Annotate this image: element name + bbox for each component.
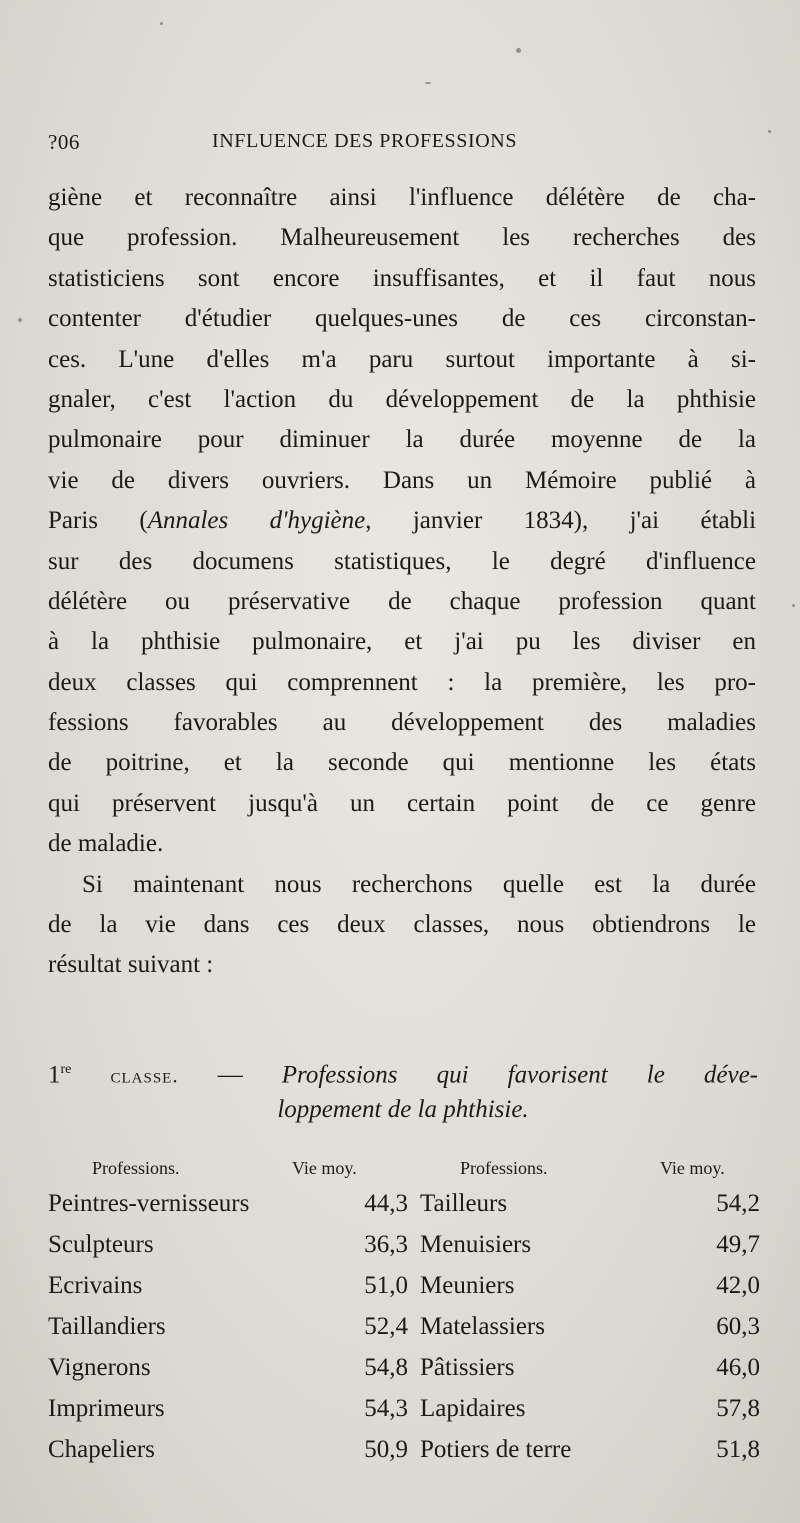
text-line: vie de divers ouvriers. Dans un Mémoire publié à bbox=[48, 466, 756, 494]
section-heading bbox=[48, 1050, 758, 1130]
text-line: deux classes qui comprennent : la première, les pro- bbox=[48, 668, 756, 696]
text-line: de maladie. bbox=[48, 830, 164, 858]
section-number-suffix: re bbox=[60, 1062, 72, 1077]
life-expectancy: 36,3 bbox=[364, 1231, 408, 1258]
journal-title: Annales d'hygiène bbox=[147, 507, 366, 535]
profession-name: Sculpteurs bbox=[48, 1231, 154, 1258]
profession-name: Potiers de terre bbox=[420, 1436, 572, 1463]
profession-name: Menuisiers bbox=[420, 1231, 532, 1258]
text-line: statisticiens sont encore insuffisantes, et il faut nous bbox=[48, 264, 756, 292]
table-row bbox=[48, 1268, 760, 1309]
text-line: giène et reconnaître ainsi l'influence délétère de cha- bbox=[48, 184, 756, 211]
table-row bbox=[48, 1227, 760, 1268]
profession-name: Matelassiers bbox=[420, 1313, 545, 1340]
ink-speck bbox=[18, 318, 22, 322]
table-row bbox=[48, 1391, 760, 1432]
ink-speck bbox=[768, 130, 771, 133]
text-line: Si maintenant nous recherchons quelle est la durée bbox=[82, 870, 756, 898]
section-title-part1: Professions qui favorisent le déve- bbox=[281, 1061, 758, 1089]
column-header-professions-2: Professions. bbox=[460, 1158, 548, 1178]
profession-name: Imprimeurs bbox=[48, 1395, 165, 1422]
life-expectancy: 46,0 bbox=[716, 1354, 760, 1381]
table-row bbox=[48, 1432, 760, 1473]
text-line: sur des documens statistiques, le degré d'influence bbox=[48, 547, 756, 575]
life-expectancy: 52,4 bbox=[364, 1313, 408, 1340]
text-line: de la vie dans ces deux classes, nous obtiendrons le bbox=[48, 911, 756, 939]
profession-name: Peintres-vernisseurs bbox=[48, 1190, 250, 1217]
profession-name: Meuniers bbox=[420, 1272, 515, 1299]
body-text bbox=[48, 178, 756, 986]
section-number: 1 bbox=[48, 1061, 61, 1089]
text-line: qui préservent jusqu'à un certain point de ce genre bbox=[48, 789, 756, 817]
profession-name: Chapeliers bbox=[48, 1436, 155, 1463]
text-line: délétère ou préservative de chaque profession quant bbox=[48, 587, 756, 615]
life-expectancy: 49,7 bbox=[716, 1231, 760, 1258]
text-line: que profession. Malheureusement les recherches des bbox=[48, 224, 756, 252]
text-line: fessions favorables au développement des maladies bbox=[48, 709, 756, 737]
column-header-professions-1: Professions. bbox=[92, 1158, 180, 1178]
text-line: résultat suivant : bbox=[48, 951, 214, 979]
profession-name: Lapidaires bbox=[420, 1395, 526, 1422]
profession-name: Tailleurs bbox=[420, 1190, 508, 1217]
life-expectancy: 51,8 bbox=[716, 1436, 760, 1463]
text-line: contenter d'étudier quelques-unes de ces circonstan- bbox=[48, 305, 756, 333]
section-title-part2: loppement de la phthisie. bbox=[277, 1096, 529, 1123]
paris-after: , janvier 1834), j'ai établi bbox=[365, 507, 757, 535]
section-label: classe. bbox=[110, 1063, 179, 1088]
life-expectancy: 54,3 bbox=[364, 1395, 408, 1422]
table-row bbox=[48, 1309, 760, 1350]
life-expectancy: 54,2 bbox=[716, 1190, 760, 1217]
table-row bbox=[48, 1350, 760, 1391]
page-number: ?06 bbox=[48, 130, 80, 154]
section-heading-line1 bbox=[48, 1050, 758, 1090]
text-line: pulmonaire pour diminuer la durée moyenne de la bbox=[48, 426, 756, 454]
profession-name: Taillandiers bbox=[48, 1313, 166, 1340]
text-line: à la phthisie pulmonaire, et j'ai pu les diviser en bbox=[48, 628, 756, 656]
profession-name: Vignerons bbox=[48, 1354, 151, 1381]
ink-speck bbox=[425, 82, 431, 84]
life-expectancy: 42,0 bbox=[716, 1272, 760, 1299]
life-expectancy: 51,0 bbox=[364, 1272, 408, 1299]
column-header-vie-moy-2: Vie moy. bbox=[660, 1158, 725, 1178]
text-line: gnaler, c'est l'action du développement de la phthisie bbox=[48, 385, 756, 413]
paris-before: Paris ( bbox=[48, 507, 148, 535]
life-expectancy: 57,8 bbox=[716, 1395, 760, 1422]
section-dash: — bbox=[178, 1061, 282, 1089]
ink-speck bbox=[516, 48, 521, 53]
table-header bbox=[48, 1158, 760, 1186]
life-expectancy: 50,9 bbox=[364, 1436, 408, 1463]
column-header-vie-moy-1: Vie moy. bbox=[292, 1158, 357, 1178]
text-line: de poitrine, et la seconde qui mentionne les états bbox=[48, 749, 756, 777]
life-expectancy: 44,3 bbox=[364, 1190, 408, 1217]
profession-name: Pâtissiers bbox=[420, 1354, 515, 1381]
page-header bbox=[48, 128, 768, 158]
text-line-paris bbox=[48, 501, 756, 541]
ink-speck bbox=[792, 604, 795, 607]
table-row bbox=[48, 1186, 760, 1227]
life-expectancy: 54,8 bbox=[364, 1354, 408, 1381]
text-line: ces. L'une d'elles m'a paru surtout importante à si- bbox=[48, 345, 756, 373]
running-title: INFLUENCE DES PROFESSIONS bbox=[212, 130, 518, 152]
life-expectancy: 60,3 bbox=[716, 1313, 760, 1340]
ink-speck bbox=[160, 22, 163, 25]
profession-name: Ecrivains bbox=[48, 1272, 143, 1299]
profession-table bbox=[48, 1158, 760, 1473]
